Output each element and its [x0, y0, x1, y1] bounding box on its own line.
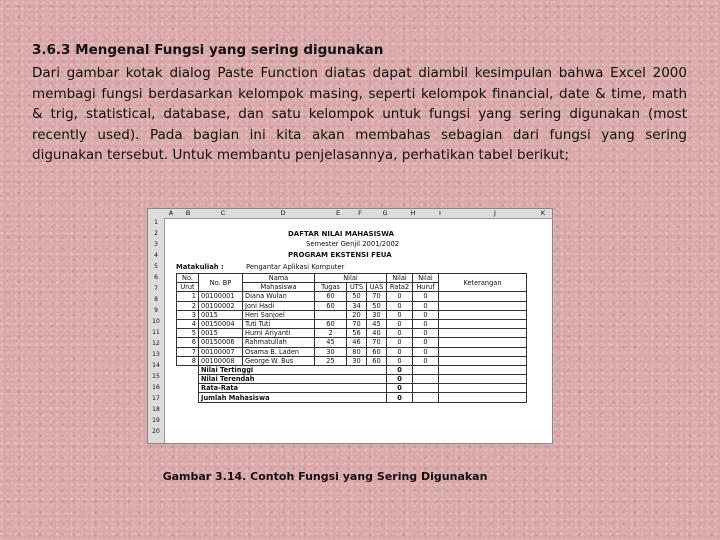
summary-label: Nilai Tertinggi — [199, 365, 387, 374]
summary-label: Jumlah Mahasiswa — [199, 393, 387, 402]
cell-uts: 70 — [347, 319, 367, 328]
row-header-bar — [148, 218, 165, 443]
row-header: 2 — [154, 230, 158, 237]
row-header: 20 — [152, 428, 160, 435]
table-row — [177, 356, 527, 365]
cell-uas: 40 — [367, 329, 387, 338]
cell-huruf: 0 — [413, 347, 439, 356]
col-header: F — [358, 209, 362, 217]
header-no: No. — [177, 274, 199, 283]
table-row — [177, 347, 527, 356]
cell-nama: Osama B. Laden — [243, 347, 315, 356]
summary-row — [177, 375, 527, 384]
row-header: 14 — [152, 362, 160, 369]
header-nobp: No. BP — [199, 274, 243, 292]
cell-rata: 0 — [387, 356, 413, 365]
table-row — [177, 319, 527, 328]
col-header: G — [382, 209, 388, 217]
row-header: 6 — [154, 274, 158, 281]
cell-keterangan — [439, 347, 527, 356]
column-header-bar — [148, 209, 552, 219]
cell-bp: 00100001 — [199, 292, 243, 301]
cell-uas: 70 — [367, 292, 387, 301]
row-header: 19 — [152, 417, 160, 424]
cell-no: 4 — [177, 319, 199, 328]
col-header: D — [280, 209, 286, 217]
cell-uts: 80 — [347, 347, 367, 356]
cell-keterangan — [439, 329, 527, 338]
matakuliah-label: Matakuliah : — [176, 263, 224, 271]
cell-nama: Joni Hadi — [243, 301, 315, 310]
cell-keterangan — [439, 356, 527, 365]
header-nilai-huruf: Nilai — [413, 274, 439, 283]
cell-rata: 0 — [387, 292, 413, 301]
summary-value: 0 — [387, 375, 413, 384]
row-header: 11 — [152, 329, 160, 336]
summary-row — [177, 365, 527, 374]
cell-nama: George W. Bus — [243, 356, 315, 365]
col-header: C — [220, 209, 226, 217]
row-header: 16 — [152, 384, 160, 391]
cell-keterangan — [439, 301, 527, 310]
header-keterangan: Keterangan — [439, 274, 527, 292]
grade-table — [176, 273, 527, 403]
cell-huruf: 0 — [413, 310, 439, 319]
cell-keterangan — [439, 310, 527, 319]
cell-rata: 0 — [387, 347, 413, 356]
cell-uts: 34 — [347, 301, 367, 310]
cell-bp: 00100002 — [199, 301, 243, 310]
cell-keterangan — [439, 338, 527, 347]
cell-no: 3 — [177, 310, 199, 319]
table-row — [177, 338, 527, 347]
cell-uts: 50 — [347, 292, 367, 301]
header-urut: Urut — [177, 283, 199, 292]
summary-row — [177, 384, 527, 393]
col-header: J — [494, 209, 496, 217]
table-row — [177, 329, 527, 338]
cell-tugas: 60 — [315, 292, 347, 301]
cell-nama: Hurni Ariyanti — [243, 329, 315, 338]
header-nilai: Nilai — [315, 274, 387, 283]
sheet-program: PROGRAM EKSTENSI FEUA — [288, 251, 392, 259]
cell-uts: 46 — [347, 338, 367, 347]
cell-tugas: 25 — [315, 356, 347, 365]
cell-uts: 20 — [347, 310, 367, 319]
section-heading: 3.6.3 Mengenal Fungsi yang sering digunakan — [32, 42, 384, 58]
table-row — [177, 301, 527, 310]
col-header: E — [335, 209, 341, 217]
cell-uas: 30 — [367, 310, 387, 319]
summary-value: 0 — [387, 384, 413, 393]
header-rata2: Rata2 — [387, 283, 413, 292]
header-tugas: Tugas — [315, 283, 347, 292]
cell-bp: 00150006 — [199, 338, 243, 347]
cell-bp: 0015 — [199, 310, 243, 319]
cell-bp: 00100008 — [199, 356, 243, 365]
cell-tugas: 60 — [315, 319, 347, 328]
cell-rata: 0 — [387, 310, 413, 319]
body-paragraph: Dari gambar kotak dialog Paste Function diatas dapat diambil kesimpulan bahwa Excel 2000 membagi fungsi berdasarkan kelompok masing, seperti kelompok financial, date & time, math & trig, statistical, database, dan satu kelompok untuk fungsi yang sering digunakan (most recently used). Pada bagian ini kita akan membahas sebagian dari fungsi yang sering digunakan tersebut. Untuk membantu penjelasannya, perhatikan tabel berikut; — [32, 65, 687, 164]
row-header: 8 — [154, 296, 158, 303]
cell-tugas: 30 — [315, 347, 347, 356]
cell-uas: 45 — [367, 319, 387, 328]
row-header: 10 — [152, 318, 160, 325]
cell-keterangan — [439, 292, 527, 301]
cell-no: 8 — [177, 356, 199, 365]
figure-caption — [0, 470, 720, 483]
cell-nama: Tuti Tuti — [243, 319, 315, 328]
table-row — [177, 310, 527, 319]
sheet-subtitle: Semester Genjil 2001/2002 — [306, 240, 400, 248]
cell-huruf: 0 — [413, 319, 439, 328]
header-nama: Nama — [243, 274, 315, 283]
cell-no: 7 — [177, 347, 199, 356]
summary-row — [177, 393, 527, 402]
cell-nama: Rahmatullah — [243, 338, 315, 347]
cell-rata: 0 — [387, 319, 413, 328]
cell-uas: 60 — [367, 347, 387, 356]
cell-bp: 00150004 — [199, 319, 243, 328]
cell-huruf: 0 — [413, 338, 439, 347]
header-row — [177, 274, 527, 283]
col-header: A — [168, 209, 174, 217]
col-header: I — [439, 209, 441, 217]
cell-tugas: 45 — [315, 338, 347, 347]
cell-no: 6 — [177, 338, 199, 347]
cell-rata: 0 — [387, 329, 413, 338]
cell-bp: 0015 — [199, 329, 243, 338]
cell-no: 1 — [177, 292, 199, 301]
header-mahasiswa: Mahasiswa — [243, 283, 315, 292]
cell-rata: 0 — [387, 301, 413, 310]
summary-value: 0 — [387, 393, 413, 402]
cell-uts: 56 — [347, 329, 367, 338]
cell-huruf: 0 — [413, 301, 439, 310]
cell-no: 5 — [177, 329, 199, 338]
table-row — [177, 292, 527, 301]
matakuliah-value: Pengantar Aplikasi Komputer — [246, 263, 345, 271]
cell-huruf: 0 — [413, 329, 439, 338]
row-header: 17 — [152, 395, 160, 402]
sheet-title: DAFTAR NILAI MAHASISWA — [288, 230, 395, 238]
cell-uas: 60 — [367, 356, 387, 365]
cell-huruf: 0 — [413, 292, 439, 301]
summary-value: 0 — [387, 365, 413, 374]
row-header: 3 — [154, 241, 158, 248]
row-header: 18 — [152, 406, 160, 413]
cell-tugas: 2 — [315, 329, 347, 338]
cell-keterangan — [439, 319, 527, 328]
row-header: 12 — [152, 340, 160, 347]
spreadsheet-figure — [147, 208, 553, 444]
cell-uas: 50 — [367, 301, 387, 310]
col-header: H — [410, 209, 416, 217]
summary-label: Rata-Rata — [199, 384, 387, 393]
cell-uts: 30 — [347, 356, 367, 365]
cell-no: 2 — [177, 301, 199, 310]
row-header: 7 — [154, 285, 158, 292]
row-header: 15 — [152, 373, 160, 380]
header-uas: UAS — [367, 283, 387, 292]
header-nilai-rata: Nilai — [387, 274, 413, 283]
summary-label: Nilai Terendah — [199, 375, 387, 384]
cell-huruf: 0 — [413, 356, 439, 365]
figure-caption-text: Gambar 3.14. Contoh Fungsi yang Sering Digunakan — [162, 470, 488, 483]
header-uts: UTS — [347, 283, 367, 292]
cell-tugas: 60 — [315, 301, 347, 310]
cell-uas: 70 — [367, 338, 387, 347]
row-header: 13 — [152, 351, 160, 358]
row-header: 1 — [154, 219, 158, 226]
cell-tugas — [315, 310, 347, 319]
header-huruf: Huruf — [413, 283, 439, 292]
cell-bp: 00100007 — [199, 347, 243, 356]
row-header: 5 — [154, 263, 158, 270]
cell-nama: Heri Sanjoel — [243, 310, 315, 319]
cell-rata: 0 — [387, 338, 413, 347]
cell-nama: Diana Wulan — [243, 292, 315, 301]
row-header: 9 — [154, 307, 158, 314]
col-header: K — [540, 209, 546, 217]
row-header: 4 — [154, 252, 158, 259]
col-header: B — [185, 209, 191, 217]
